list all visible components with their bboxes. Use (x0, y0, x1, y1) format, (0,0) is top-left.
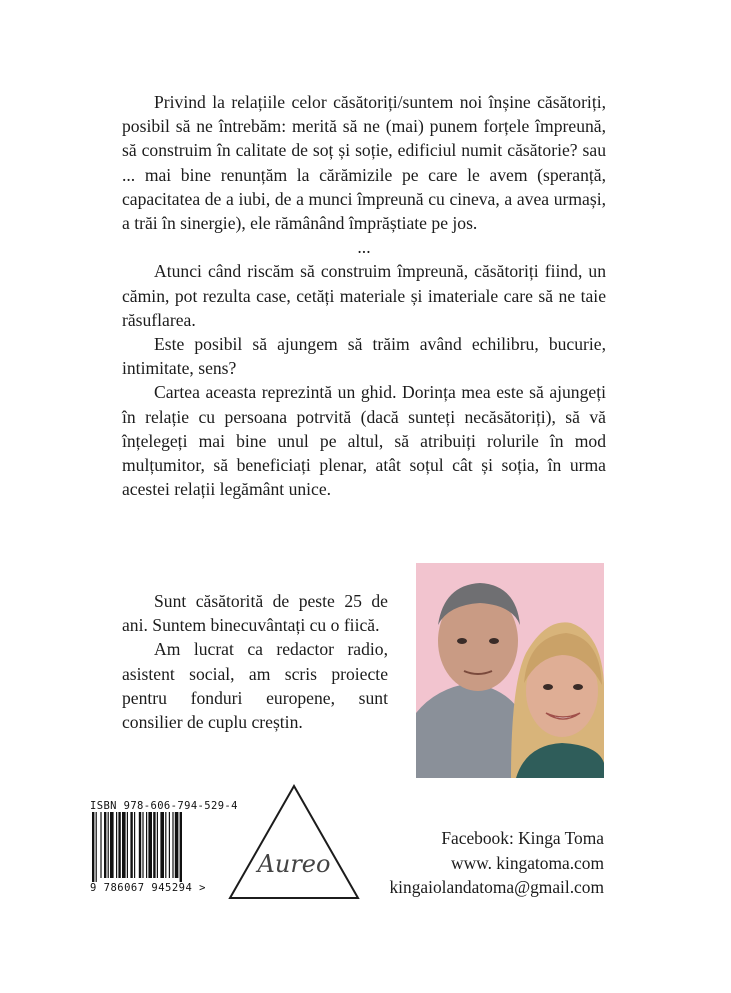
barcode-bar (175, 812, 179, 878)
description-paragraph: Privind la relațiile celor căsătoriți/suntem noi înșine căsătoriți, posibil să ne întrebăm: merită să ne (mai) punem forțele împreună, să construim în calitate de soț și soție, edificiul numit căsătorie? sau ... mai bine renunțăm la cărămizile pe care le avem (speranță, capacitatea de a iubi, de a munci împreună cu cineva, a avea urmași, a trăi în sinergie), ele rămânând împrăștiate pe jos. (122, 92, 606, 234)
author-bio (122, 589, 388, 734)
description-paragraph: Este posibil să ajungem să trăim având echilibru, bucurie, intimitate, sens? (122, 334, 606, 379)
book-description (122, 90, 606, 501)
isbn-label: ISBN 978-606-794-529-4 (90, 800, 238, 812)
barcode (90, 812, 208, 882)
barcode-bar (130, 812, 132, 878)
website-link[interactable]: www. kingatoma.com (451, 852, 604, 873)
paragraph-separator: ... (357, 237, 371, 258)
barcode-bar (180, 812, 182, 882)
triangle-icon (230, 786, 358, 898)
barcode-bar (100, 812, 101, 878)
barcode-bar (116, 812, 117, 878)
facebook-link[interactable]: Facebook: Kinga Toma (441, 828, 604, 848)
barcode-bar (108, 812, 109, 878)
barcode-bar (165, 812, 166, 878)
barcode-bar (139, 812, 141, 878)
barcode-bar (169, 812, 170, 878)
barcode-bar (160, 812, 164, 878)
description-paragraph: Atunci când riscăm să construim împreună, căsătoriți fiind, un cămin, pot rezulta case, cetăți materiale și imateriale care să ne taie răsuflarea. (122, 261, 606, 330)
barcode-bar (134, 812, 135, 878)
bio-paragraph: Sunt căsătorită de peste 25 de ani. Suntem binecuvântați cu o fiică. (122, 591, 388, 636)
barcode-bar (104, 812, 106, 878)
author-photo (416, 563, 604, 778)
bio-paragraph: Am lucrat ca redactor radio, asistent social, am scris proiecte pentru fonduri europene, sunt consilier de cuplu creștin. (122, 639, 388, 733)
description-paragraph: Cartea aceasta reprezintă un ghid. Dorința mea este să ajungeți în relație cu persoana potrvită (dacă sunteți necăsătoriți), să vă înțelegeți mai bine unul pe altul, să atribuiți rolurile în mod mulțumitor, să beneficiați plenar, atât soțul cât și soția, în urma acestei relații legământ unice. (122, 382, 606, 500)
email-link[interactable]: kingaiolandatoma@gmail.com (389, 877, 604, 897)
barcode-bar (127, 812, 128, 878)
barcode-bar (146, 812, 147, 878)
barcode-bar (96, 812, 97, 882)
publisher-logo-text: Aureo (257, 850, 331, 878)
couple-photo-illustration (416, 563, 604, 778)
barcode-bar (142, 812, 143, 878)
barcode-digits: 9 786067 945294 > (90, 882, 206, 894)
barcode-bar (148, 812, 152, 878)
contact-info (389, 826, 604, 900)
barcode-bar (153, 812, 155, 878)
barcode-bar (92, 812, 94, 882)
barcode-bar (110, 812, 114, 878)
barcode-bar (118, 812, 120, 878)
barcode-bar (122, 812, 126, 878)
barcode-bar (172, 812, 173, 878)
barcode-bar (157, 812, 158, 878)
publisher-logo (226, 784, 362, 902)
